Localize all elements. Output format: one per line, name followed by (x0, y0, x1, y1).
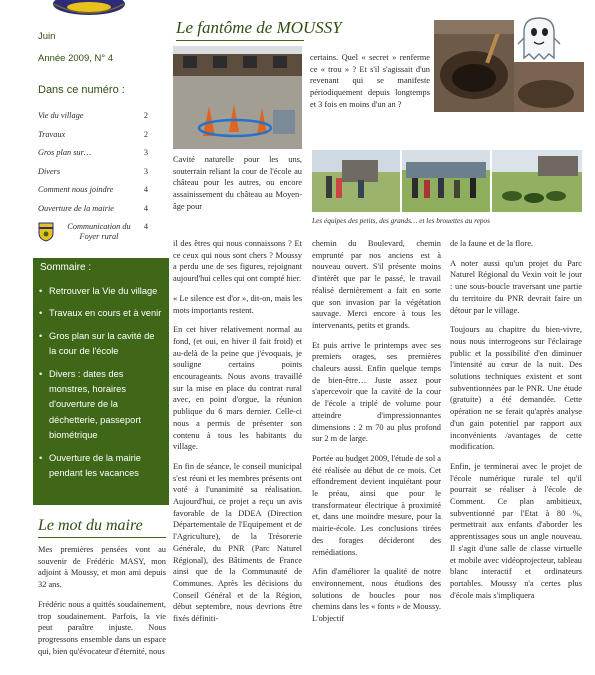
paragraph: Enfin, je terminerai avec le projet de l'école numérique rurale tel qu'il pourrait se réaliser à l'école de Comment. Ce plan ambitieux, subventionné par l'Etat à 80 %, permettrait aux enfants d'aborder les apprentissages sous un angle nouveau. Il s'agit d'une salle de classe virtuelle et mobile avec vidéoprojecteur, tableau blanc interactif et ordinateurs portables. Moussy n'a certes plus d'école mais s'impliquera (450, 461, 582, 600)
mayor-title-rule (38, 537, 166, 538)
paragraph: A noter aussi qu'un projet du Parc Naturel Régional du Vexin voit le jour : une sous-boucle traversant une partie du territoire du PNR devrait faire un détour par le village. (450, 258, 582, 315)
toc-item-page: 4 (143, 185, 148, 195)
article-column-2 (312, 238, 441, 633)
paragraph: chemin du Boulevard, chemin emprunté par nos anciens est à nouveau ouvert. S'il présente moins d'intérêt que par le passé, le travail réalisé dernièrement a fait en sorte que son invasion par la végétation sauvage. Merci encore à tous les intervenants, petits et grands. (312, 239, 441, 330)
paragraph: de la faune et de la flore. (450, 239, 534, 248)
article-under-photo-text (173, 154, 302, 221)
toc-item[interactable] (38, 110, 148, 129)
paragraph: il des êtres qui nous connaissons ? Et ce ceux qui nous sont chers ? Moussy a perdu une de ses figures, rejoignant aujourd'hui celles qui ont compté hier. (173, 239, 302, 284)
toc-item-label: Vie du village (38, 111, 84, 120)
article-column-1 (173, 238, 302, 633)
photo-caption: Les équipes des petits, des grands… et les brouettes au repos (312, 216, 491, 225)
toc-item-page: 4 (143, 203, 148, 213)
paragraph: En cet hiver relativement normal au fond, (et oui, en hiver il fait froid) et au-delà de la peine que j'évoquais, je souligne certains points encourageants. Nous avons travaillé sur la mise en place du contrat rural avec, en point d'orgue, la réunion publique du 6 mars dernier. Celle-ci nous a permis de présenter son contenu à tous les habitants du village. (173, 325, 302, 452)
toc-item-page: 3 (143, 166, 148, 176)
summary-item[interactable]: • Divers : dates des monstres, horaires d'ouverture de la déchetterie, passeport biométrique (49, 367, 163, 444)
toc-item[interactable] (38, 203, 148, 222)
toc-item[interactable] (38, 129, 148, 148)
paragraph: Cavité naturelle pour les uns, souterrain reliant la cour de l'école au château pour les autres, ou encore assainissement du château au Moyen-âge pour (173, 155, 302, 211)
summary-box (33, 258, 169, 505)
toc-item[interactable] (38, 184, 148, 203)
article-title: Le fantôme de MOUSSY (176, 18, 342, 37)
paragraph: « Le silence est d'or », dit-on, mais les mots importants restent. (173, 293, 302, 315)
article-top-right-text (310, 52, 430, 119)
paragraph: Et puis arrive le printemps avec ses premiers orages, ses premières chaleurs aussi. Enfin quelque temps de bien-être… Juste assez pour s'apercevoir que la cavité de la cour de l'école a triplé de volume pour atteindre d'impressionnantes dimensions : 2 m 70 au plus profond sur 2 m de large. (312, 340, 441, 444)
toc-item-communication[interactable] (38, 222, 148, 248)
summary-item[interactable]: • Retrouver la Vie du village (49, 284, 163, 299)
toc-item-page: 2 (143, 111, 148, 120)
toc-item-label: Gros plan sur… (38, 148, 92, 158)
photo-cavity-cones (173, 46, 302, 149)
article-column-3 (450, 238, 582, 609)
paragraph: Toujours au chapitre du bien-vivre, nous nous interrogeons sur l'éclairage public et la possibilité d'en diminuer l'intensité au cœur de la nuit. Des solutions techniques existent et sont subventionnées par le PNR. Une étude (gratuite) a été demandée. Cette opération ne se ferait qu'après analyse d'un gain potentiel par rapport aux inconvénients /avantages de cette modification. (450, 325, 582, 452)
article-title-rule (176, 40, 304, 41)
toc-item-label: Travaux (38, 129, 66, 139)
summary-list (33, 284, 169, 488)
toc-item[interactable] (38, 147, 148, 166)
foyer-rural-crest-icon (38, 222, 54, 242)
toc-item-label: Ouverture de la mairie (38, 203, 114, 213)
photo-team-large (402, 150, 490, 212)
mayor-text (38, 544, 166, 665)
toc-item-page: 2 (143, 129, 148, 139)
toc-item-page: 3 (143, 148, 148, 158)
ghost-cartoon-icon (516, 14, 562, 64)
photo-team-small (312, 150, 400, 212)
summary-item[interactable]: • Ouverture de la mairie pendant les vacances (49, 451, 163, 482)
paragraph: Frédéric nous a quittés soudainement, trop soudainement. Parfois, la vie peut paraître injuste. Nous progressons ensemble dans un espace qui, bien qu'évocateur d'éternité, nous (38, 599, 166, 656)
paragraph: Mes premières pensées vont au souvenir de Frédéric MASY, mon adjoint à Moussy, et mon ami depuis 32 ans. (38, 545, 166, 590)
paragraph: En fin de séance, le conseil municipal s'est réuni et les membres présents ont voté à l'unanimité sa réalisation. Aujourd'hui, ce projet a reçu un avis favorable de la DDEA (Direction Départementale de l'Equipement et de l'Agriculture), de la Trésorerie Générale, du PNR (Parc Naturel Régional), des Bâtiments de France ainsi que de la Communauté de Communes. Après les décisions du Conseil Général et de la Région, début septembre, nous devrions être fixés définiti- (173, 461, 302, 624)
photo-excavation-ground (514, 62, 584, 112)
toc-title: Dans ce numéro : (38, 84, 125, 96)
summary-item[interactable]: • Gros plan sur la cavité de la cour de l'école (49, 329, 163, 360)
toc-item[interactable] (38, 166, 148, 185)
issue-year-number: Année 2009, N° 4 (38, 53, 114, 64)
table-of-contents (38, 110, 148, 248)
mayor-section-title: Le mot du maire (38, 517, 143, 534)
toc-item-label: Divers (38, 166, 61, 176)
issue-month: Juin (38, 31, 56, 42)
toc-item-page: 4 (143, 221, 148, 231)
paragraph: certains. Quel « secret » renferme ce « trou » ? Et s'il s'agissait d'un revenant qui se manifeste périodiquement depuis longtemps et 3 fois en moins d'un an ? (310, 53, 430, 109)
photo-excavation (434, 20, 514, 112)
summary-item[interactable]: • Travaux en cours et à venir (49, 306, 163, 321)
toc-item-label: Comment nous joindre (38, 185, 114, 195)
paragraph: Afin d'améliorer la qualité de notre environnement, nous étudions des solutions de boucles pour nos chemins dans les « fonts » de Moussy. L'objectif (312, 567, 441, 624)
newsletter-logo-emblem (48, 0, 130, 18)
summary-title: Sommaire : (40, 262, 92, 273)
paragraph: Portée au budget 2009, l'étude de sol a été réalisée au début de ce mois. Cet effondrement devient inquiétant pour le préau, ainsi que pour le transformateur électrique à proximité et, dans une moindre mesure, pour la mairie-école. Les conclusions tirées des forages décideront des remédiations. (312, 453, 441, 557)
photo-wheelbarrows (492, 150, 582, 212)
toc-item-label: Communication du Foyer rural (67, 221, 131, 241)
